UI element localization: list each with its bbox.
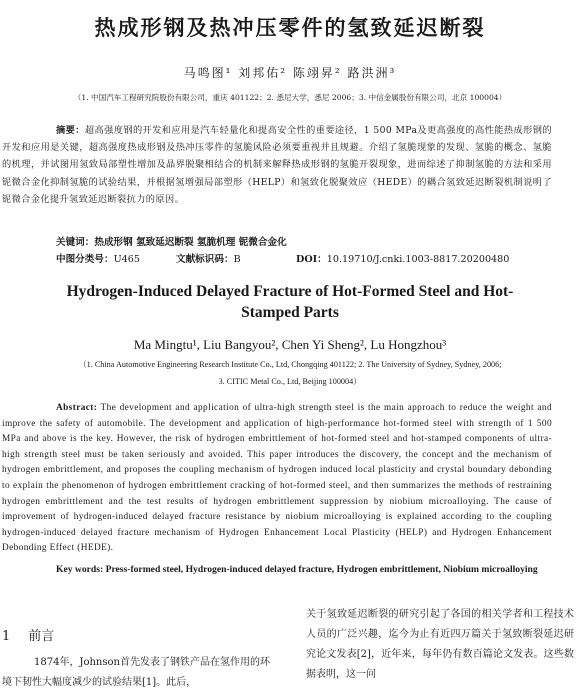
doc-code xyxy=(176,251,296,265)
chinese-authors: 马鸣图¹ 刘邦佑² 陈翊昇² 路洪洲³ xyxy=(183,66,397,80)
body-left-column: 1874年，Johnson首先发表了钢铁产品在氢作用的环境下韧性大幅度减少的试验结果[1]。此后， xyxy=(2,657,270,688)
chinese-affiliation: （1. 中国汽车工程研究院股份有限公司，重庆 401122；2. 悉尼大学，悉尼 2006；3. 中信金属股份有限公司，北京 100004） xyxy=(73,93,507,102)
class-number-label: 中图分类号： xyxy=(56,254,114,265)
english-abstract xyxy=(2,401,552,557)
english-affiliation-line-1: （1. China Automotive Engineering Research Institute Co., Ltd, Chongqing 401122; 2. The University of Sydney, Sydney, 2006; xyxy=(78,360,502,369)
chinese-abstract xyxy=(2,122,552,208)
english-affiliation-line-2: 3. CITIC Metal Co., Ltd, Beijing 100004） xyxy=(218,376,362,386)
chinese-keywords-label: 关键词： xyxy=(56,237,95,248)
section-title: 前言 xyxy=(28,629,55,644)
body-right-column: 关于氢致延迟断裂的研究引起了各国的相关学者和工程技术人员的广泛兴趣，迄今为止有近四万篇关于氢致断裂延迟研究论文发表[2]，近年来，每年仍有数百篇论文发表。这些数据表明，这一问 xyxy=(306,609,574,680)
doi-value: 10.19710/J.cnki.1003-8817.20200480 xyxy=(326,254,510,265)
english-keywords-text: Press-formed steel, Hydrogen-induced delayed fracture, Hydrogen embrittlement, Niobium microalloying xyxy=(105,564,538,575)
doi-label: DOI： xyxy=(296,254,327,265)
english-affiliation xyxy=(0,357,580,390)
doi xyxy=(296,251,509,265)
english-authors: Ma Mingtu¹, Liu Bangyou², Chen Yi Sheng², Lu Hongzhou³ xyxy=(133,337,447,352)
english-keywords xyxy=(2,562,552,578)
doc-code-label: 文献标识码： xyxy=(176,254,234,265)
english-abstract-text: The development and application of ultra-high strength steel is the main approach to reduce the weight and improve the safety of automobile. The development and application of high-performance hot-formed steel with strength of 1 500 MPa and above is the key. However, the risk of hydrogen embrittlement of hot-formed steel and hot-stamped components of ultra-high strength steel must be taken seriously and avoided. This paper introduces the discovery, the concept and the mechanism of hydrogen embrittlement, and proposes the coupling mechanism of hydrogen induced local plasticity and crystal boundary debonding to explain the phenomenon of hydrogen embrittlement cracking of hot-formed steel, and then summarizes the methods of restraining hydrogen embrittlement and the test results of hydrogen embrittlement suppression by niobium microalloying. The cause of improvement of hydrogen-induced delayed fracture resistance by niobium microalloying is explained according to the coupling hydrogen-induced delayed fracture mechanism of Hydrogen Enhancement Local Plasticity (HELP) and Hydrogen Enhancement Debonding Effect (HEDE). xyxy=(2,403,552,554)
section-number: 1 xyxy=(2,629,11,644)
chinese-keywords-text: 热成形钢 氢致延迟断裂 氢脆机理 铌微合金化 xyxy=(94,237,287,248)
chinese-abstract-text: 超高强度钢的开发和应用是汽车轻量化和提高安全性的重要途径，1 500 MPa及更高强度的高性能热成形钢的开发和应用是关键，超高强度热成形钢及热冲压零件的氢脆风险必须要重视并且规避。介绍了氢脆现象的发现、氢脆的概念、氢脆的机理，并试图用氢致局部塑性增加及晶界脱聚相结合的机制来解释热成形钢的氢脆开裂现象，进而综述了抑制氢脆的方法和采用铌微合金化抑制氢脆的试验结果，并根据氢增强局部塑形（HELP）和氢致化脱聚效应（HEDE）的耦合氢致延迟断裂机制说明了铌微合金化提升氢致延迟断裂抗力的原因。 xyxy=(2,125,552,205)
chinese-abstract-label: 摘要： xyxy=(56,125,85,136)
class-number xyxy=(56,251,176,265)
english-title: Hydrogen-Induced Delayed Fracture of Hot-Formed Steel and Hot-Stamped Parts xyxy=(66,283,514,321)
doc-code-value: B xyxy=(233,254,241,265)
section-heading xyxy=(2,625,72,644)
chinese-keywords xyxy=(56,234,287,248)
english-keywords-label: Key words: xyxy=(56,564,104,575)
chinese-classification xyxy=(56,251,509,265)
class-number-value: U465 xyxy=(113,254,140,265)
chinese-title: 热成形钢及热冲压零件的氢致延迟断裂 xyxy=(94,16,486,40)
english-abstract-label: Abstract: xyxy=(56,403,98,413)
